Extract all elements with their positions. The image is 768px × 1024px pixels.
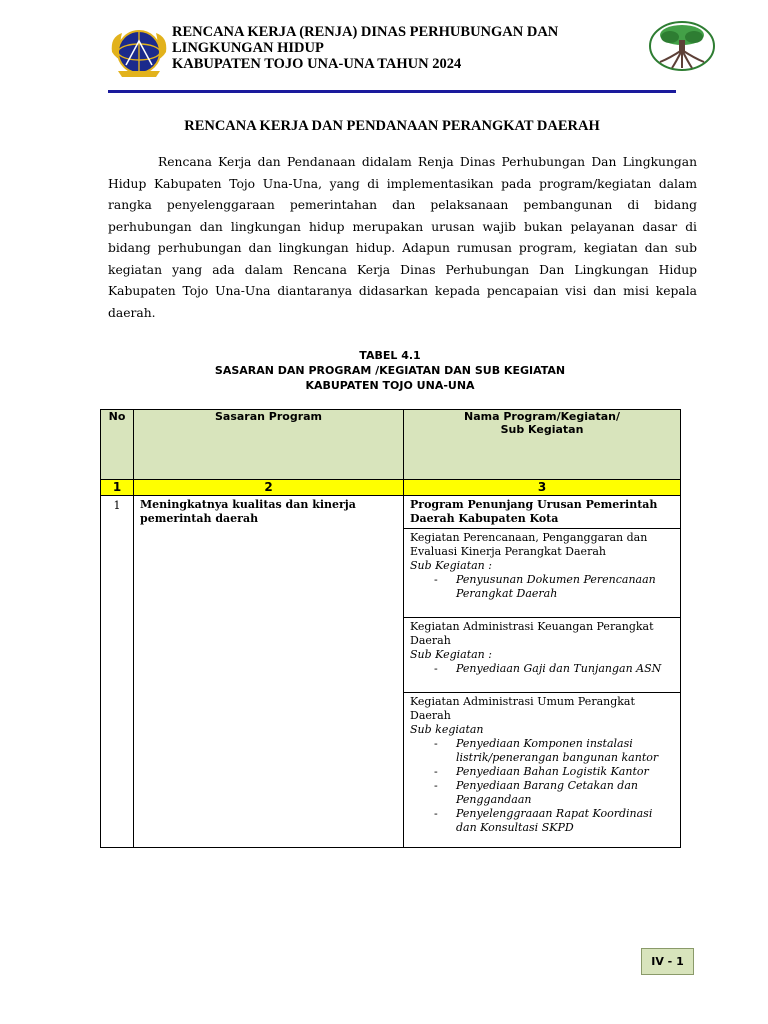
kegiatan-block [404,529,680,618]
tree-roots-emblem-icon [648,20,716,72]
document-title: RENCANA KERJA DAN PENDANAAN PERANGKAT DAERAH [184,118,600,134]
page-number-badge: IV - 1 [641,948,694,975]
column-number: 3 [404,480,681,496]
header-program-line-2: Sub Kegiatan [500,423,584,436]
kegiatan-block [404,693,680,847]
header-no: No [101,410,134,480]
sub-kegiatan-list [410,662,674,676]
table-caption-title: SASARAN DAN PROGRAM /KEGIATAN DAN SUB KEGIATAN [214,364,566,377]
program-cell [404,496,681,848]
header-sasaran: Sasaran Program [134,410,404,480]
list-item: - Penyediaan Barang Cetakan dan Penggandaan [434,779,638,806]
sub-kegiatan-list [410,737,674,835]
column-number: 2 [134,480,404,496]
column-number-row [101,480,681,496]
column-number: 1 [101,480,134,496]
header-divider [108,90,676,93]
list-item: - Penyelenggraaan Rapat Koordinasi dan Konsultasi SKPD [434,807,653,834]
dephub-emblem-icon [108,21,170,83]
list-item: - Penyusunan Dokumen Perencanaan Perangkat Daerah [434,573,656,600]
sub-kegiatan-label: Sub Kegiatan : [410,648,492,661]
table-caption-subtitle: KABUPATEN TOJO UNA-UNA [305,379,475,392]
sub-kegiatan-label: Sub Kegiatan : [410,559,492,572]
kegiatan-block [404,618,680,693]
sub-kegiatan-text: Penyusunan Dokumen Perencanaan Perangkat Daerah [456,573,656,600]
kegiatan-title: Kegiatan Administrasi Keuangan Perangkat Daerah [410,620,654,647]
sub-kegiatan-label: Sub kegiatan [410,723,484,736]
table-row [101,496,681,848]
sub-kegiatan-text: Penyediaan Barang Cetakan dan Penggandaan [456,779,638,806]
header-program-line-1: Nama Program/Kegiatan/ [464,410,620,423]
header-title-line-1: RENCANA KERJA (RENJA) DINAS PERHUBUNGAN DAN [172,24,559,40]
sasaran-cell: Meningkatnya kualitas dan kinerja pemerintah daerah [134,496,404,848]
table-header-row [101,410,681,480]
header-title-line-2: LINGKUNGAN HIDUP [172,40,324,56]
program-table [100,409,681,848]
sub-kegiatan-list [410,573,674,601]
header-title-line-3: KABUPATEN TOJO UNA-UNA TAHUN 2024 [172,56,462,72]
sub-kegiatan-text: Penyediaan Gaji dan Tunjangan ASN [456,662,662,675]
intro-paragraph: Rencana Kerja dan Pendanaan didalam Renja Dinas Perhubungan Dan Lingkungan Hidup Kabupaten Tojo Una-Una, yang di implementasikan pada program/kegiatan dalam rangka penyelenggaraan pemerintahan dan pelaksanaan pembangunan di bidang perhubungan dan lingkungan hidup merupakan urusan wajib bukan pelayanan dasar di bidang perhubungan dan lingkungan hidup. Adapun rumusan program, kegiatan dan sub kegiatan yang ada dalam Rencana Kerja Dinas Perhubungan Dan Lingkungan Hidup Kabupaten Tojo Una-Una diantaranya didasarkan kepada pencapaian visi dan misi kepala daerah. [108,155,697,320]
sub-kegiatan-text: Penyelenggraaan Rapat Koordinasi dan Konsultasi SKPD [456,807,653,834]
list-item: - Penyediaan Gaji dan Tunjangan ASN [434,662,662,675]
header-program [404,410,681,480]
list-item: - Penyediaan Bahan Logistik Kantor [434,765,649,778]
list-item: - Penyediaan Komponen instalasi listrik/penerangan bangunan kantor [434,737,659,764]
sub-kegiatan-text: Penyediaan Bahan Logistik Kantor [456,765,649,778]
sub-kegiatan-text: Penyediaan Komponen instalasi listrik/penerangan bangunan kantor [456,737,659,764]
program-name: Program Penunjang Urusan Pemerintah Daerah Kabupaten Kota [404,496,680,529]
row-number: 1 [101,496,134,848]
kegiatan-title: Kegiatan Perencanaan, Penganggaran dan Evaluasi Kinerja Perangkat Daerah [410,531,648,558]
header-title [172,24,652,72]
kegiatan-title: Kegiatan Administrasi Umum Perangkat Daerah [410,695,635,722]
table-caption [100,348,680,393]
table-caption-number: TABEL 4.1 [359,349,421,362]
